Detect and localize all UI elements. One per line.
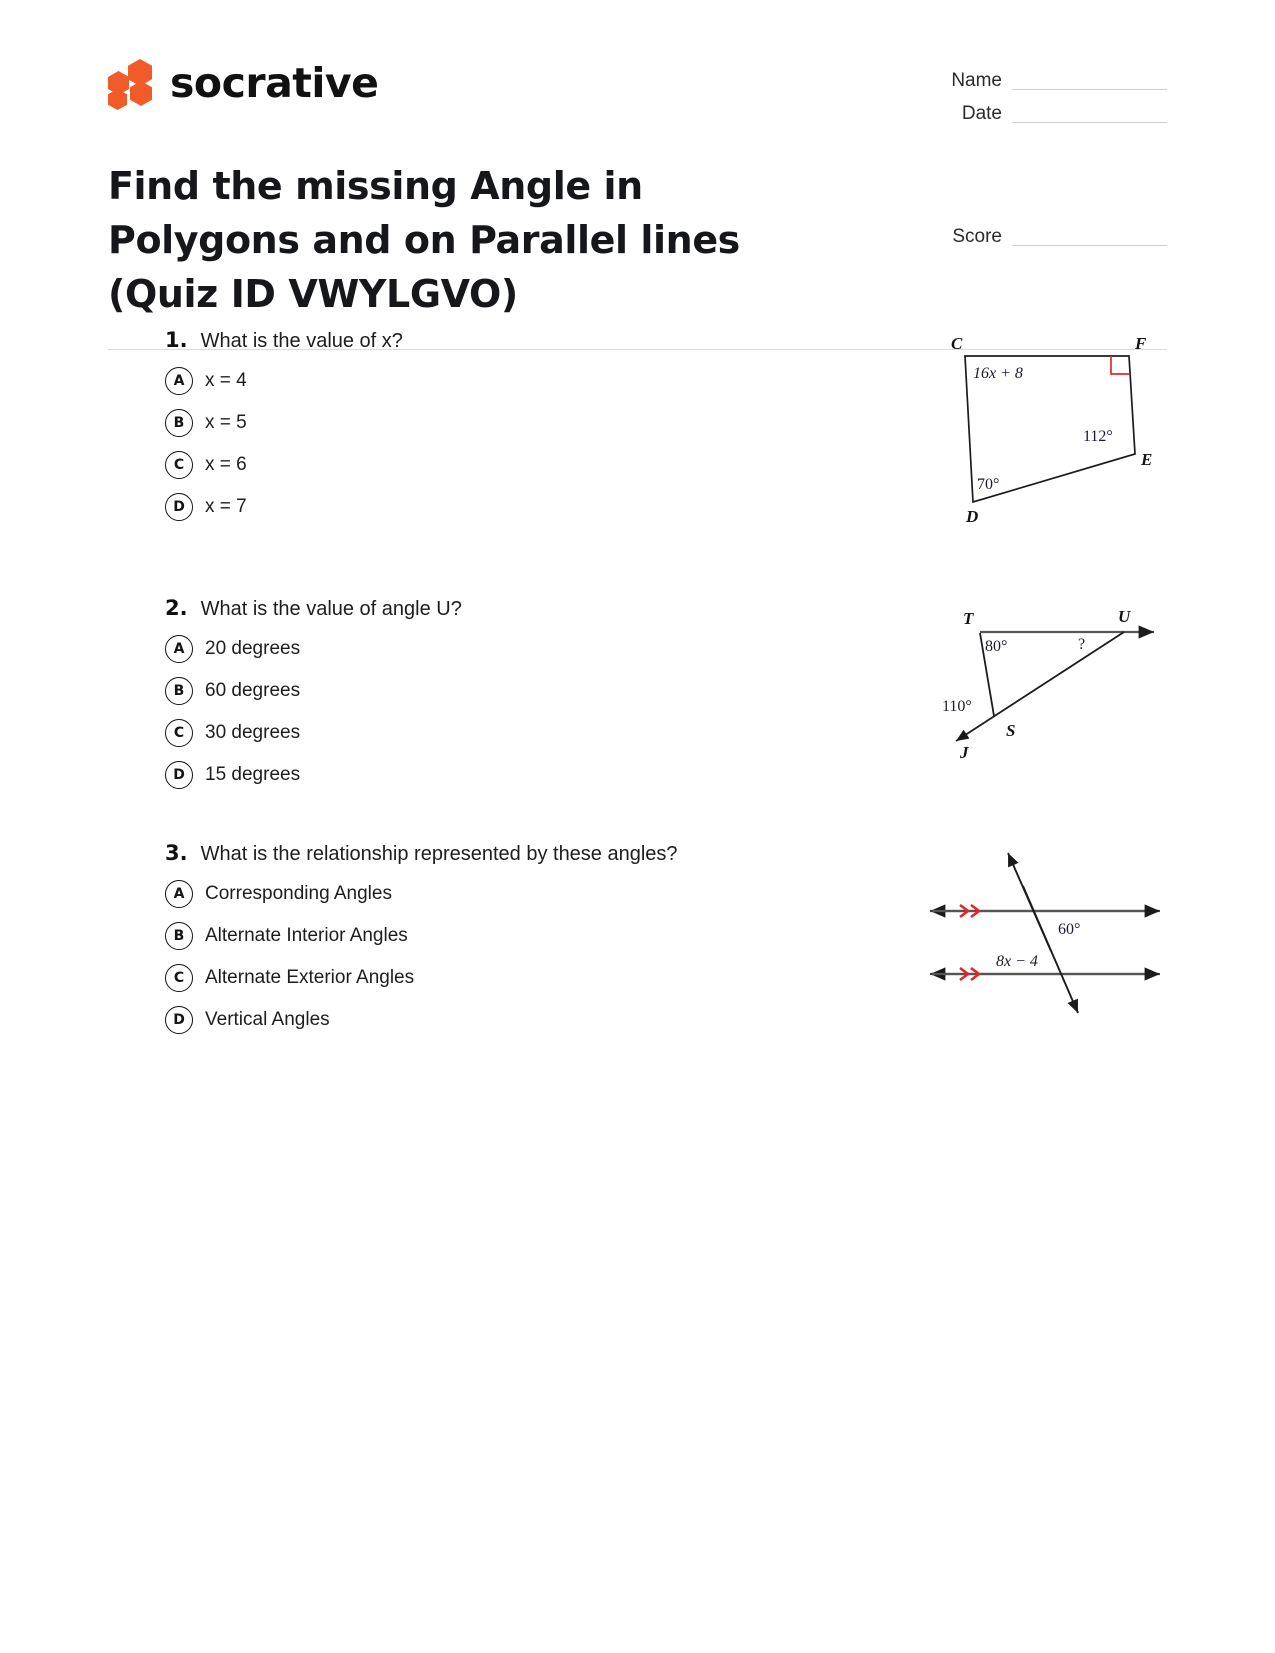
question-1-number: 1. — [165, 328, 188, 352]
choice-2b-bubble[interactable]: B — [165, 677, 193, 705]
page-title-line-1: Find the missing Angle in — [108, 164, 643, 208]
choice-3a-bubble[interactable]: A — [165, 880, 193, 908]
question-2 — [108, 596, 1167, 841]
page-header — [0, 0, 1275, 316]
choice-1c-bubble[interactable]: C — [165, 451, 193, 479]
choice-3c-label: Alternate Exterior Angles — [205, 966, 415, 988]
vertex-label-F: F — [1135, 334, 1147, 353]
score-label: Score — [952, 226, 1002, 247]
transversal-lower-half — [1023, 886, 1081, 1013]
vertex-label-D: D — [966, 507, 979, 526]
page-title-line-2: Polygons and on Parallel lines — [108, 217, 740, 262]
choice-2d-bubble[interactable]: D — [165, 761, 193, 789]
angle-label-T: 80° — [985, 638, 1008, 655]
choice-1a-bubble[interactable]: A — [165, 367, 193, 395]
angle-label-D: 70° — [977, 476, 1000, 493]
choice-2d-label: 15 degrees — [205, 763, 301, 785]
date-input-line[interactable] — [1012, 103, 1167, 123]
choice-3b-label: Alternate Interior Angles — [205, 924, 408, 946]
hexagon-right-bottom — [130, 81, 152, 106]
choice-1a-label: x = 4 — [205, 369, 247, 391]
page-title-line-3: (Quiz ID VWYLGVO) — [108, 271, 518, 316]
triangle-TSU-exterior-angle-diagram — [918, 606, 1173, 776]
right-angle-marker-icon — [1111, 356, 1129, 374]
choice-2c-label: 30 degrees — [205, 721, 301, 743]
question-2-prompt: What is the value of angle U? — [200, 598, 462, 620]
score-field-row — [922, 226, 1167, 246]
ray-USJ — [956, 632, 1124, 741]
vertex-label-U: U — [1118, 607, 1131, 626]
name-label: Name — [951, 70, 1002, 91]
vertex-label-J: J — [960, 743, 969, 762]
angle-label-C: 16x + 8 — [973, 365, 1023, 382]
question-1 — [108, 328, 1167, 596]
angle-label-8x-4: 8x − 4 — [996, 953, 1038, 970]
choice-2a-label: 20 degrees — [205, 637, 301, 659]
choice-2a-bubble[interactable]: A — [165, 635, 193, 663]
choice-3d-label: Vertical Angles — [205, 1008, 330, 1030]
quadrilateral-CFED-diagram — [933, 324, 1173, 549]
vertex-label-T: T — [963, 609, 974, 628]
page-title — [108, 160, 808, 322]
choice-1d-label: x = 7 — [205, 495, 247, 517]
name-input-line[interactable] — [1012, 70, 1167, 90]
vertex-label-S: S — [1006, 721, 1016, 740]
four-hexagons-icon — [108, 59, 154, 107]
choice-3b-bubble[interactable]: B — [165, 922, 193, 950]
angle-label-60: 60° — [1058, 921, 1081, 938]
choice-1b-bubble[interactable]: B — [165, 409, 193, 437]
choice-2c-bubble[interactable]: C — [165, 719, 193, 747]
parallel-lines-transversal-diagram — [918, 841, 1173, 1046]
date-field-row — [922, 103, 1167, 123]
question-2-number: 2. — [165, 596, 188, 620]
name-field-row — [922, 70, 1167, 90]
angle-label-U: ? — [1078, 636, 1086, 653]
student-meta-fields — [922, 70, 1167, 136]
date-label: Date — [961, 103, 1002, 124]
choice-2b-label: 60 degrees — [205, 679, 301, 701]
vertex-label-E: E — [1141, 450, 1153, 469]
brand-name: socrative — [170, 58, 379, 107]
angle-label-JS: 110° — [942, 698, 972, 715]
question-3 — [108, 841, 1167, 1071]
choice-3d-bubble[interactable]: D — [165, 1006, 193, 1034]
vertex-label-C: C — [951, 334, 963, 353]
choice-1c-label: x = 6 — [205, 453, 247, 475]
questions-list — [0, 328, 1275, 1071]
score-input-line[interactable] — [1012, 226, 1167, 246]
question-3-prompt: What is the relationship represented by these angles? — [200, 843, 678, 865]
question-1-prompt: What is the value of x? — [200, 330, 403, 352]
question-3-number: 3. — [165, 841, 188, 865]
angle-label-E: 112° — [1083, 428, 1113, 445]
hexagon-left-bottom — [108, 89, 127, 110]
choice-3c-bubble[interactable]: C — [165, 964, 193, 992]
choice-1d-bubble[interactable]: D — [165, 493, 193, 521]
choice-1b-label: x = 5 — [205, 411, 247, 433]
choice-3a-label: Corresponding Angles — [205, 882, 392, 904]
